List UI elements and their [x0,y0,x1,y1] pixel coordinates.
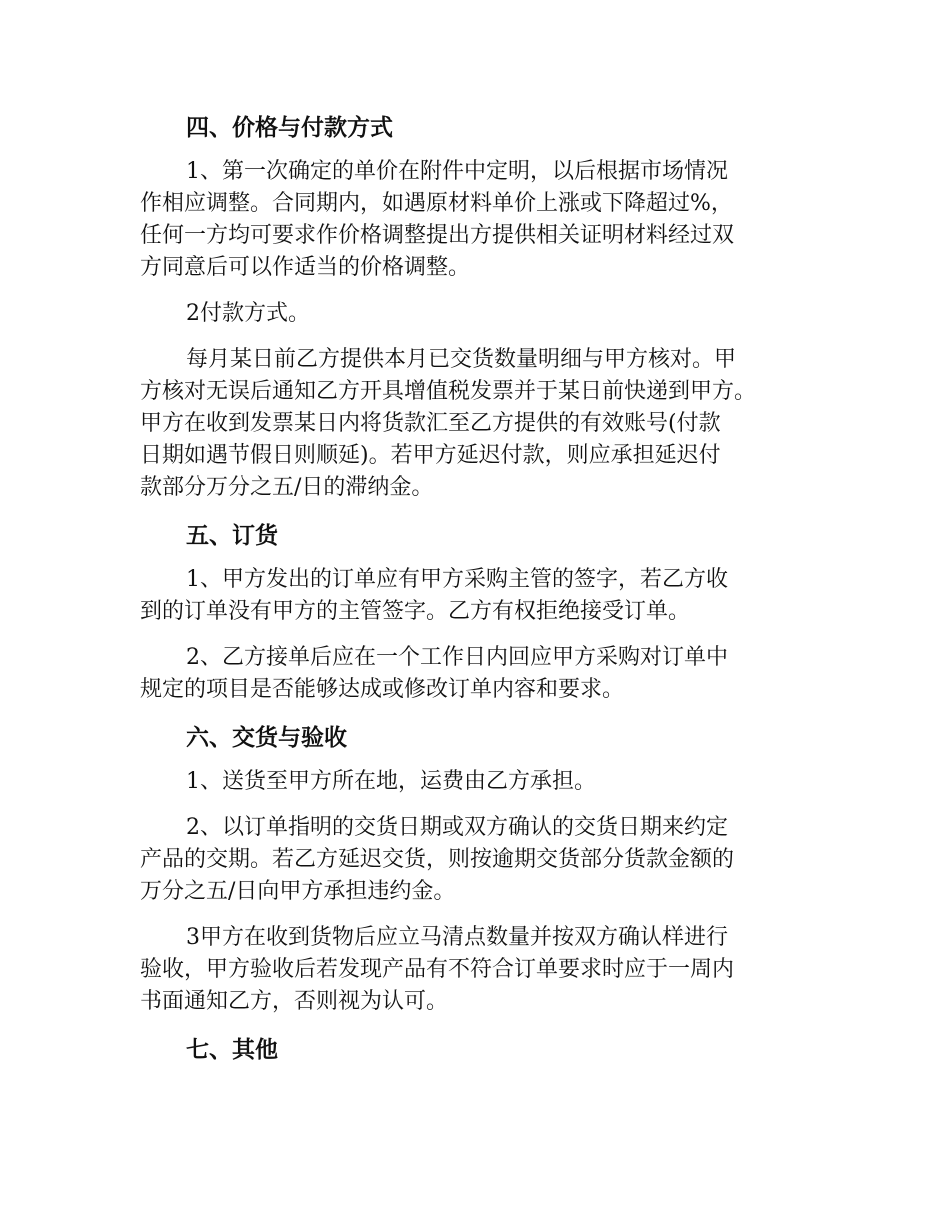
paragraph-unit-price [140,156,820,284]
paragraph-delivery-date [140,812,820,908]
text-line: 甲方在收到发票某日内将货款汇至乙方提供的有效账号(付款 [140,411,721,436]
text-line: 1、第一次确定的单价在附件中定明，以后根据市场情况 [186,159,728,184]
text-line: 方核对无误后通知乙方开具增值税发票并于某日前快递到甲方。 [140,379,757,404]
section-heading-delivery-acceptance: 六、交货与验收 [186,725,347,751]
text-line: 作相应调整。合同期内，如遇原材料单价上涨或下降超过%， [140,191,733,216]
paragraph-delivery-location [140,766,820,798]
section-heading-other: 七、其他 [186,1037,278,1063]
paragraph-monthly-settlement [140,344,820,504]
text-line: 日期如遇节假日则顺延)。若甲方延迟付款，则应承担延迟付 [140,443,721,468]
text-line: 2、乙方接单后应在一个工作日内回应甲方采购对订单中 [186,645,728,670]
text-line: 每月某日前乙方提供本月已交货数量明细与甲方核对。甲 [186,347,737,372]
text-line: 款部分万分之五/日的滞纳金。 [140,475,434,500]
text-line: 1、送货至甲方所在地，运费由乙方承担。 [186,769,596,794]
paragraph-payment-method [140,298,820,330]
text-line: 到的订单没有甲方的主管签字。乙方有权拒绝接受订单。 [140,599,691,624]
text-line: 验收，甲方验收后若发现产品有不符合订单要求时应于一周内 [140,957,735,982]
text-line: 产品的交期。若乙方延迟交货，则按逾期交货部分货款金额的 [140,847,735,872]
text-line: 2、以订单指明的交货日期或双方确认的交货日期来约定 [186,815,728,840]
text-line: 3甲方在收到货物后应立马清点数量并按双方确认样进行 [186,925,728,950]
section-heading-price-payment: 四、价格与付款方式 [186,115,393,141]
paragraph-order-response [140,642,820,706]
text-line: 规定的项目是否能够达成或修改订单内容和要求。 [140,677,625,702]
text-line: 万分之五/日向甲方承担违约金。 [140,879,456,904]
paragraph-inspection [140,922,820,1018]
text-line: 1、甲方发出的订单应有甲方采购主管的签字，若乙方收 [186,567,728,592]
document-body [140,110,820,1078]
text-line: 任何一方均可要求作价格调整提出方提供相关证明材料经过双 [140,223,735,248]
text-line: 2付款方式。 [186,301,310,326]
section-heading-ordering: 五、订货 [186,523,278,549]
paragraph-order-signature [140,564,820,628]
text-line: 书面通知乙方，否则视为认可。 [140,989,449,1014]
text-line: 方同意后可以作适当的价格调整。 [140,255,471,280]
